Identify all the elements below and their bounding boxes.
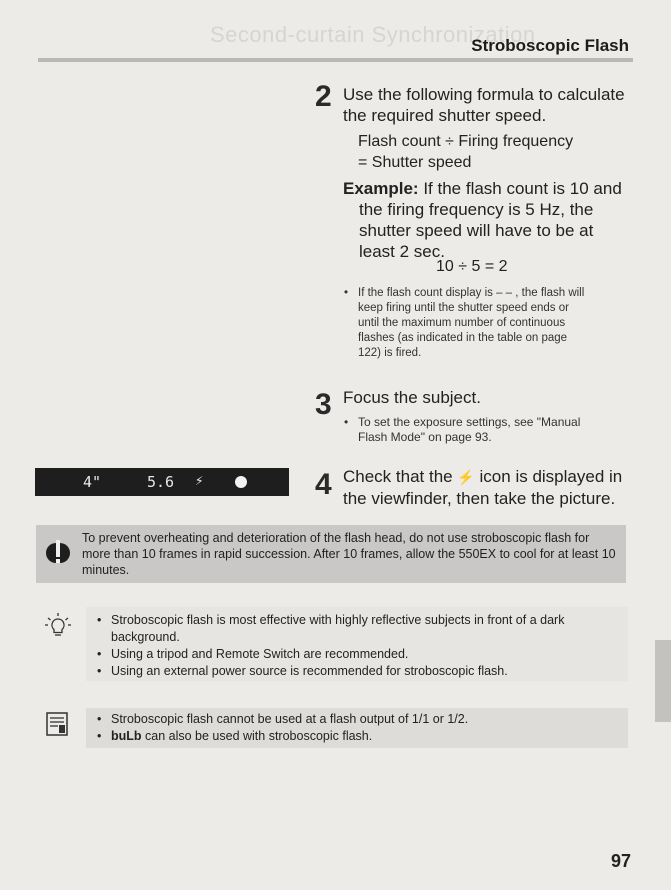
list-item [97,728,619,745]
step-3-note [344,415,630,445]
list-item: • Using an external power source is recommended for stroboscopic flash. [97,663,619,680]
bulb-mode-label: buLb [111,729,142,743]
caution-icon [46,537,70,567]
step-3-note-line1: To set the exposure settings, see "Manual [358,415,581,429]
step-4-text [343,466,622,509]
step-3-number: 3 [315,388,332,421]
formula-line1: Flash count ÷ Firing frequency [358,133,574,150]
step-2-text-line1: Use the following formula to calculate [343,85,625,104]
page-number: 97 [610,851,631,871]
notes-item2-text: can also be used with stroboscopic flash. [141,729,373,743]
thumb-index-tab [655,640,671,722]
notes-list [97,711,619,745]
bullet-dot: • [344,415,349,429]
step-2-note-line1: If the flash count display is – – , the flash will [358,287,585,299]
example-line1: If the flash count is 10 and [418,179,622,198]
calculation: 10 ÷ 5 = 2 [436,258,508,275]
step-2-note-line4: flashes (as indicated in the table on page [358,332,568,344]
step-3-text: Focus the subject. [343,388,481,407]
list-item: • Using a tripod and Remote Switch are recommended. [97,646,619,663]
step-4-number: 4 [315,468,332,501]
bullet-dot: • [344,287,349,299]
example-paragraph [343,178,630,262]
viewfinder-flash-icon: ⚡ [195,473,204,489]
step-4-text-line2: the viewfinder, then take the picture. [343,489,616,508]
viewfinder-shutter: 4" [83,473,102,491]
example-line3: shutter speed will have to be at [359,221,594,240]
step-2-number: 2 [315,80,332,113]
example-label: Example: [343,179,419,198]
step-4-text-line1b: icon is displayed in [479,467,623,486]
step-2-note [344,286,630,361]
focus-confirm-icon [235,476,247,488]
caution-text: To prevent overheating and deterioration of the flash head, do not use stroboscopic flash for more than 10 frames in rapid succession. After 10 frames, allow the 550EX to cool for at least 10 minutes. [82,531,616,577]
lightbulb-icon [44,612,72,640]
step-3-note-line2: Flash Mode" on page 93. [358,430,492,444]
formula [358,131,573,173]
formula-line2: = Shutter speed [358,154,472,171]
step-2-note-line3: until the maximum number of continuous [358,317,566,329]
step-2-text [343,84,625,126]
list-item: • Stroboscopic flash is most effective with highly reflective subjects in front of a dark background. [97,612,619,646]
memo-icon [46,712,68,736]
step-4-text-line1: Check that the [343,467,453,486]
step-2-note-line2: keep firing until the shutter speed ends or [358,302,569,314]
ghost-title: Second-curtain Synchronization [210,22,536,47]
example-line2: the firing frequency is 5 Hz, the [359,200,594,219]
viewfinder-display [35,468,289,496]
example-line4: least 2 sec. [359,242,445,261]
section-title: Stroboscopic Flash [471,36,629,55]
flash-bolt-icon: ⚡ [457,469,475,485]
viewfinder-aperture: 5.6 [147,473,175,491]
tips-list [97,612,619,680]
step-2-text-line2: the required shutter speed. [343,106,547,125]
header-divider [38,58,633,62]
step-2-note-line5: 122) is fired. [358,347,422,359]
list-item: • Stroboscopic flash cannot be used at a flash output of 1/1 or 1/2. [97,711,619,728]
